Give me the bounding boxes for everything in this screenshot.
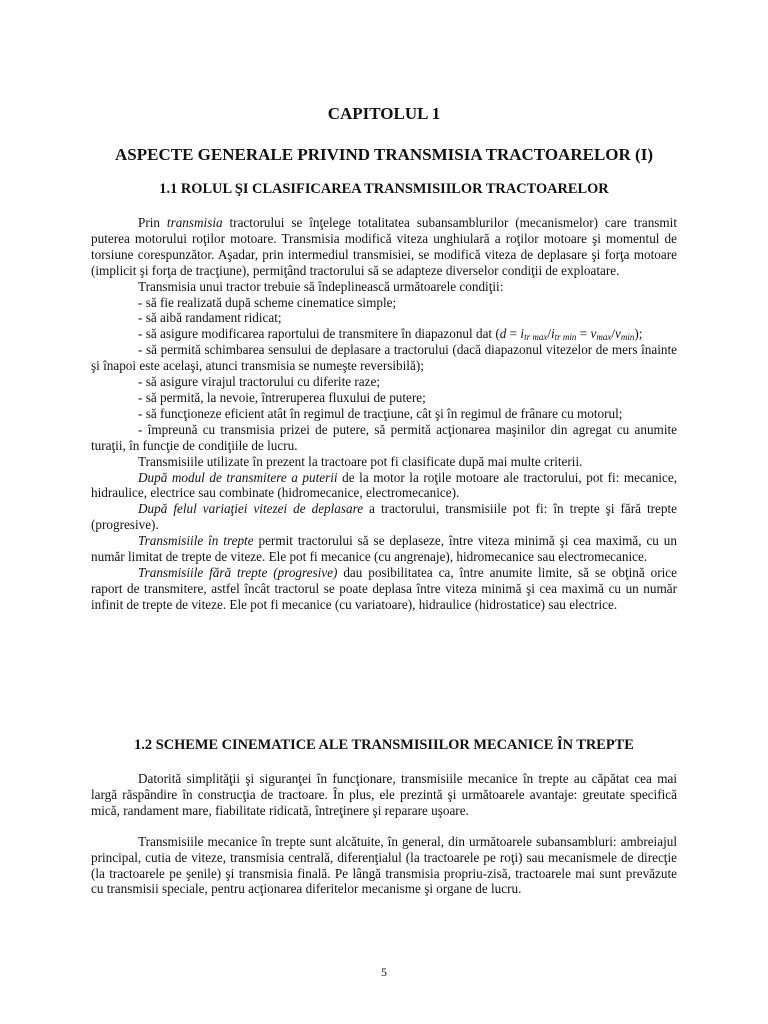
- formula-op: /: [611, 326, 615, 342]
- chapter-title: ASPECTE GENERALE PRIVIND TRANSMISIA TRACTOARELOR (I): [115, 145, 653, 164]
- paragraph: Transmisia unui tractor trebuie să îndeplinească următoarele condiţii:: [138, 278, 504, 294]
- page-number: 5: [381, 965, 387, 979]
- formula-var: i: [520, 326, 525, 342]
- paragraph: Transmisiile mecanice în trepte sunt alcătuite, în general, din următoarele subansambluri: ambreiajul principal, cutia de viteze, transmisia centrală, diferenţialul (la tractoarele pe roţi) sau mecanismele de direcţie (la tractoarele pe şenile) şi transmisia finală. Pe lângă transmisia propriu-zisă, tractoarele mai sunt prevăzute cu transmisii speciale, pentru acţionarea diferitelor mecanisme şi organe de lucru.: [91, 833, 677, 897]
- paragraph: [91, 533, 677, 565]
- text-run: a tractorului, transmisiile pot fi: în trepte şi fără trepte (progresive).: [91, 501, 678, 533]
- list-item: - să funcţioneze eficient atât în regimul de tracţiune, cât şi în regimul de frânare cu motorul;: [138, 405, 623, 421]
- text-run: de la motor la roţile motoare ale tractorului, pot fi: mecanice, hidraulice, electrice sau combinate (hidromecanice, electromecanice).: [91, 469, 678, 501]
- section-1-1-body: [91, 215, 677, 613]
- formula-op: =: [576, 326, 591, 342]
- paragraph: Transmisiile utilizate în prezent la tractoare pot fi clasificate după mai multe criterii.: [138, 453, 583, 469]
- list-item: - să asigure virajul tractorului cu diferite raze;: [138, 374, 381, 390]
- section-heading-1-2: 1.2 SCHEME CINEMATICE ALE TRANSMISIILOR MECANICE ÎN TREPTE: [134, 737, 634, 753]
- text-run: dau posibilitatea ca, între anumite limite, să se obţină orice raport de transmitere, astfel încât tractorul se poate deplasa între viteza minimă şi cea maximă cu un număr infinit de trepte de viteze. Ele pot fi mecanice (cu variatoare), hidraulice (hidrostatice) sau electrice.: [91, 564, 677, 612]
- italic-term: Transmisiile în trepte: [138, 533, 254, 549]
- paragraph: [91, 501, 677, 533]
- text-run: tractorului se înţelege totalitatea subansamblurilor (mecanismelor) care transmit puterea motorului roţilor motoare. Transmisia modifică viteza unghiulară a roţilor motoare şi momentul de torsiune corespunzător. Aşadar, prin intermediul transmisiei, se modifică viteza de deplasare şi forţa motoare (implicit şi forţa de tracţiune), permiţând tractorului să se adapteze diverselor condiţii de exploatare.: [91, 215, 678, 278]
- formula-sub: min: [620, 332, 635, 343]
- italic-term: Transmisiile fără trepte (progresive): [138, 564, 338, 580]
- text-run: Prin: [138, 215, 167, 230]
- formula-var: v: [615, 326, 621, 342]
- italic-term: După felul variaţiei vitezei de deplasare: [138, 501, 364, 517]
- formula-op: /: [547, 326, 551, 342]
- italic-term: transmisia: [166, 215, 223, 230]
- text-run: permit tractorului să se deplaseze, între viteza minimă şi cea maximă, cu un număr limitat de trepte de viteze. Ele pot fi mecanice (cu angrenaje), hidromecanice sau electromecanice.: [91, 533, 677, 565]
- list-item: [91, 326, 677, 342]
- chapter-heading: CAPITOLUL 1: [327, 104, 441, 123]
- text-run: - să asigure modificarea raportului de transmitere în diapazonul dat (: [138, 326, 500, 342]
- formula-var: i: [551, 326, 555, 342]
- list-item: - împreună cu transmisia prizei de putere, să permită acţionarea maşinilor din agregat cu anumite turaţii, în funcţie de condiţiile de lucru.: [91, 421, 677, 453]
- formula-sub: tr max: [524, 332, 548, 343]
- section-1-2-body: [91, 771, 677, 897]
- formula-sub: tr min: [554, 332, 577, 343]
- formula-var: v: [590, 326, 597, 342]
- list-item: - să permită, la nevoie, întreruperea fluxului de putere;: [138, 389, 426, 405]
- text-run: );: [634, 326, 643, 342]
- list-item: - să permită schimbarea sensului de deplasare a tractorului (dacă diapazonul vitezelor de mers înainte şi înapoi este acelaşi, atunci transmisia se numeşte reversibilă);: [91, 342, 677, 374]
- paragraph: Datorită simplităţii şi siguranţei în funcţionare, transmisiile mecanice în trepte au căpătat cea mai largă răspândire în construcţia de tractoare. În plus, ele prezintă şi următoarele avantaje: greutate specifică mică, randament mare, fiabilitate ridicată, întreţinere şi reparare uşoare.: [91, 771, 677, 818]
- paragraph: [91, 470, 677, 502]
- italic-term: După modul de transmitere a puterii: [138, 469, 338, 485]
- formula-sub: max: [596, 332, 612, 343]
- paragraph: [91, 565, 677, 613]
- formula-op: =: [506, 326, 521, 342]
- formula-var: d: [499, 326, 507, 342]
- list-item: - să aibă randament ridicat;: [138, 310, 282, 326]
- section-heading-1-1: 1.1 ROLUL ŞI CLASIFICAREA TRANSMISIILOR TRACTOARELOR: [159, 181, 609, 197]
- paragraph: [91, 215, 677, 279]
- list-item: - să fie realizată după scheme cinematice simple;: [138, 294, 397, 310]
